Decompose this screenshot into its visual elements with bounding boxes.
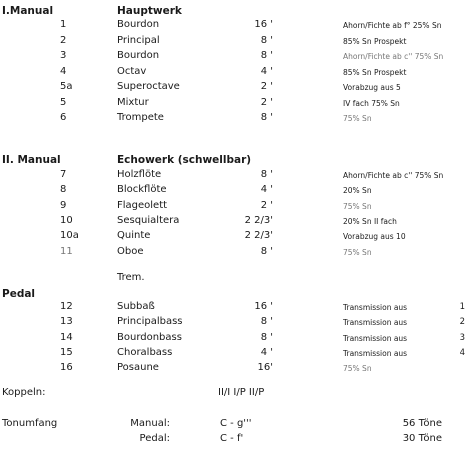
stop-name: Quinte: [117, 230, 151, 242]
koppeln-value: II/I I/P II/P: [218, 387, 265, 398]
stop-row: [0, 97, 468, 113]
stop-name: Trompete: [117, 112, 164, 123]
stop-pitch: 2 2/3': [244, 230, 273, 242]
tonumfang-manual-count: 56 Töne: [402, 418, 442, 429]
tonumfang-manual-range: C - g''': [220, 418, 252, 429]
transmission-index: 1: [459, 302, 465, 312]
stop-number: 5: [60, 96, 67, 108]
stop-note: 85% Sn Prospekt: [343, 67, 407, 77]
stop-name: Posaune: [117, 362, 159, 374]
stop-number: 5a: [60, 81, 73, 92]
stop-number: 11: [60, 245, 73, 257]
stop-note: Transmission aus: [343, 333, 408, 343]
stop-row: [0, 246, 468, 262]
stop-note: 75% Sn: [343, 247, 372, 257]
transmission-index: 2: [459, 317, 465, 328]
stop-name: Choralbass: [117, 346, 173, 358]
stop-pitch: 8 ': [260, 34, 273, 46]
stop-note: Ahorn/Fichte ab f° 25% Sn: [343, 21, 442, 30]
stop-pitch: 4 ': [260, 346, 273, 358]
stop-pitch: 8 ': [260, 245, 273, 257]
stop-number: 10: [60, 214, 73, 226]
stop-note: Ahorn/Fichte ab c'' 75% Sn: [343, 171, 444, 180]
stop-number: 12: [60, 301, 73, 312]
stop-row: [0, 112, 468, 128]
stop-note: Vorabzug aus 5: [343, 83, 401, 92]
stop-name: Mixtur: [117, 96, 149, 108]
stop-name: Principal: [117, 34, 160, 46]
stop-pitch: 8 ': [260, 331, 273, 343]
stop-name: Octav: [117, 65, 147, 77]
stop-number: 6: [60, 112, 67, 123]
transmission-index: 4: [459, 347, 465, 358]
stop-name: Bourdonbass: [117, 331, 182, 343]
tonumfang-pedal-name: Pedal:: [139, 433, 170, 444]
tonumfang-pedal-range: C - f': [220, 433, 244, 444]
stop-row: [0, 81, 468, 97]
stop-pitch: 16 ': [254, 19, 273, 30]
stop-number: 14: [60, 331, 73, 343]
stop-note: Vorabzug aus 10: [343, 232, 406, 242]
stop-number: 10a: [60, 230, 79, 242]
stop-name: Superoctave: [117, 81, 180, 92]
stop-note: Ahorn/Fichte ab c'' 75% Sn: [343, 52, 444, 61]
stop-row: [0, 66, 468, 82]
stop-note: 75% Sn: [343, 364, 372, 374]
stop-pitch: 8 ': [260, 112, 273, 123]
stop-row: [0, 169, 468, 185]
stop-pitch: 2 2/3': [244, 214, 273, 226]
stop-row: [0, 184, 468, 200]
tonumfang-pedal-count: 30 Töne: [402, 433, 442, 444]
stop-name: Sesquialtera: [117, 214, 180, 226]
stop-number: 9: [60, 199, 67, 211]
stop-number: 15: [60, 346, 73, 358]
stop-row: [0, 332, 468, 348]
stop-row: [0, 347, 468, 363]
manual1-heading: I.Manual: [2, 5, 54, 17]
stop-pitch: 2 ': [260, 81, 273, 92]
stop-pitch: 8 ': [260, 169, 273, 180]
stop-note: 75% Sn: [343, 201, 372, 211]
stop-note: 85% Sn Prospekt: [343, 36, 407, 46]
stop-note: Transmission aus: [343, 348, 408, 358]
stop-pitch: 2 ': [260, 96, 273, 108]
stop-name: Flageolett: [117, 199, 168, 211]
stop-pitch: 2 ': [260, 199, 273, 211]
stop-number: 4: [60, 65, 67, 77]
stop-name: Bourdon: [117, 19, 160, 30]
stop-name: Oboe: [117, 245, 144, 257]
stop-name: Blockflöte: [117, 184, 167, 196]
stop-row: [0, 50, 468, 66]
manual2-title: Echowerk (schwellbar): [117, 154, 252, 166]
stop-row: [0, 19, 468, 35]
stop-row: [0, 215, 468, 231]
stop-note: 20% Sn II fach: [343, 216, 397, 226]
stop-pitch: 16': [257, 362, 273, 374]
transmission-index: 3: [459, 332, 465, 343]
stop-number: 16: [60, 362, 73, 374]
tonumfang-manual-name: Manual:: [130, 418, 170, 429]
stop-number: 7: [60, 169, 67, 180]
tremulant-label: Trem.: [117, 272, 145, 283]
stop-pitch: 8 ': [260, 316, 273, 328]
stop-number: 2: [60, 34, 67, 46]
koppeln-label: Koppeln:: [2, 387, 46, 398]
stop-note: 20% Sn: [343, 186, 372, 196]
stop-row: [0, 35, 468, 51]
pedal-heading: Pedal: [2, 288, 36, 300]
stop-note: IV fach 75% Sn: [343, 98, 400, 108]
manual1-title: Hauptwerk: [117, 5, 182, 17]
stop-row: [0, 362, 468, 378]
stop-number: 13: [60, 316, 73, 328]
stop-name: Holzflöte: [117, 169, 162, 180]
stop-row: [0, 301, 468, 317]
stop-number: 3: [60, 50, 67, 61]
stop-number: 1: [60, 19, 67, 30]
stop-name: Subbaß: [117, 301, 155, 312]
stop-pitch: 16 ': [254, 301, 273, 312]
stop-note: Transmission aus: [343, 303, 408, 312]
stop-note: Transmission aus: [343, 318, 408, 328]
stop-pitch: 4 ': [260, 184, 273, 196]
stop-pitch: 4 ': [260, 65, 273, 77]
stop-number: 8: [60, 184, 67, 196]
stop-name: Principalbass: [117, 316, 183, 328]
stop-note: 75% Sn: [343, 114, 372, 123]
stop-row: [0, 316, 468, 332]
stop-row: [0, 200, 468, 216]
stop-row: [0, 230, 468, 246]
stop-pitch: 8 ': [260, 50, 273, 61]
manual2-heading: II. Manual: [2, 154, 61, 166]
tonumfang-label: Tonumfang: [2, 418, 58, 429]
stop-name: Bourdon: [117, 50, 160, 61]
